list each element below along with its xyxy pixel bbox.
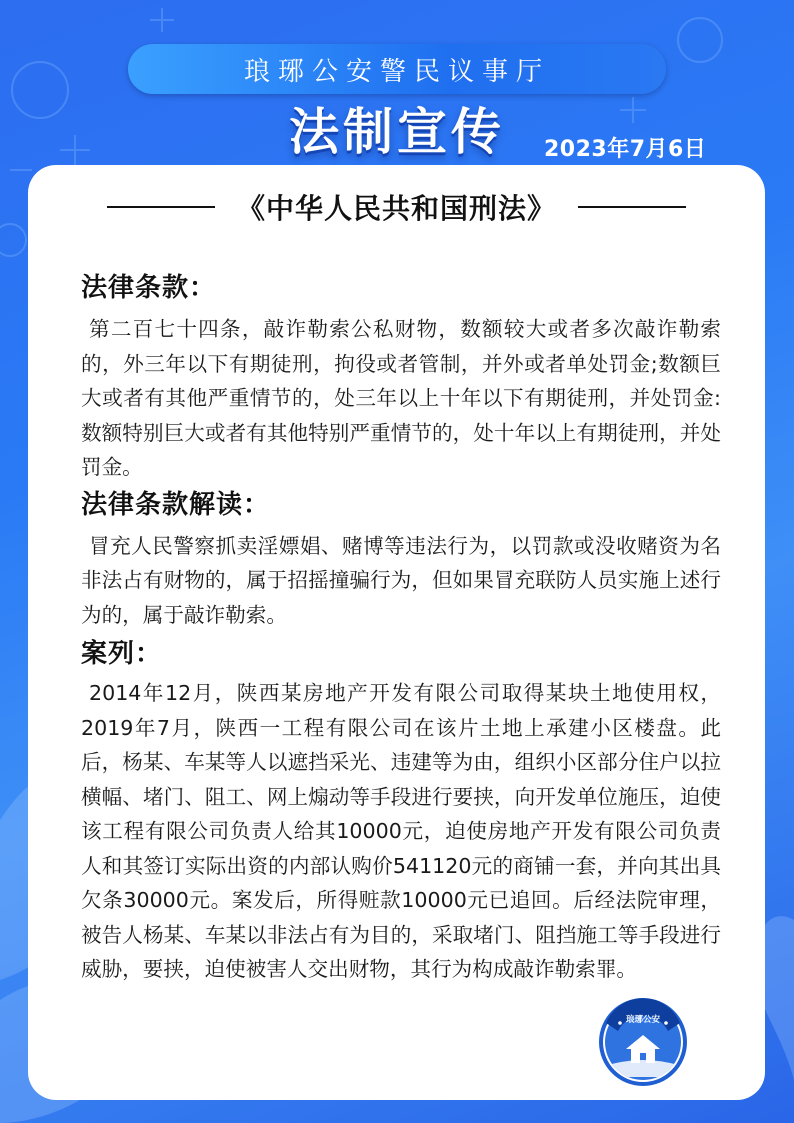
header-subtitle: 琅琊公安警民议事厅 [243, 56, 550, 87]
content-card [28, 165, 765, 1100]
section-heading-interpretation: 法律条款解读： [81, 489, 271, 520]
section-body-law: 第二百七十四条，敲诈勒索公私财物，数额较大或者多次敲诈勒索的，外三年以下有期徒刑，拘役或者管制，并外或者单处罚金;数额巨大或者有其他严重情节的，处三年以上十年以下有期徒刑，并处罚金:数额特别巨大或者有其他特别严重情节的，处十年以上有期徒刑，并处罚金。 [81, 317, 721, 479]
badge-text: 琅琊公安 [625, 1015, 661, 1025]
section-body-interpretation: 冒充人民警察抓卖淫嫖娼、赌博等违法行为，以罚款或没收赌资为名非法占有财物的，属于招摇撞骗行为，但如果冒充联防人员实施上述行为的，属于敲诈勒索。 [81, 533, 721, 627]
section-body-case: 2014年12月，陕西某房地产开发有限公司取得某块土地使用权，2019年7月，陕西一工程有限公司在该片土地上承建小区楼盘。此后，杨某、车某等人以遮挡采光、违建等为由，组织小区部分住户以拉横幅、堵门、阻工、网上煽动等手段进行要挟，向开发单位施压，迫使该工程有限公司负责人给其10000元，迫使房地产开发有限公司负责人和其签订实际出资的内部认购价541120元的商铺一套，并向其出具欠条30000元。案发后，所得赃款10000元已追回。后经法院审理，被告人杨某、车某以非法占有为目的，采取堵门、阻挡施工等手段进行威胁，要挟，迫使被害人交出财物，其行为构成敲诈勒索罪。 [81, 681, 721, 981]
document-content [81, 270, 721, 987]
title-rule-left [107, 206, 215, 208]
section-heading-law: 法律条款： [81, 273, 217, 303]
title-rule-right [578, 206, 686, 208]
document-title: 《中华人民共和国刑法》 [236, 192, 556, 225]
header-subtitle-banner [128, 44, 666, 94]
document-title-row [28, 187, 765, 227]
page-title: 法制宣传 [289, 103, 505, 161]
publish-date: 2023年7月6日 [544, 137, 707, 162]
police-emblem-icon [598, 997, 688, 1087]
section-heading-case: 案列： [81, 639, 163, 669]
